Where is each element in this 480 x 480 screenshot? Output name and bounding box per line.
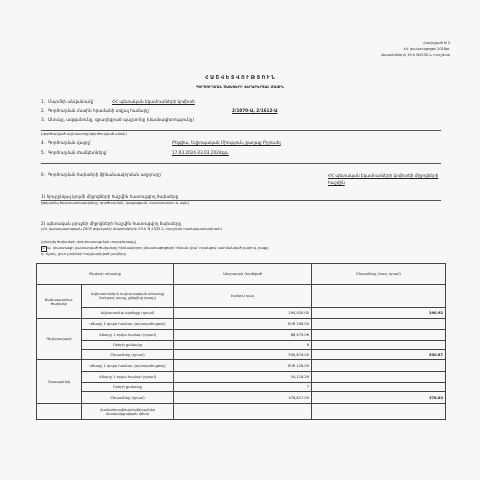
row-label: Համաժողովներ/սեմինարներ մասնակցության վճար	[82, 404, 174, 420]
row-label: Վճարը 1 օրվա համար (դրամ)	[82, 330, 174, 341]
row-label: Օրերի քանակը	[82, 341, 174, 350]
section-per-diem-name: Օրապահիկ	[37, 360, 82, 404]
row-col3: 290.92	[312, 308, 446, 319]
note-2-caption: (ՀՀ կառավարության 2005 թվականի դեկտեմբերի 29-ի N 2335-Ն որոշման համապատասխան)	[41, 227, 222, 231]
field-2-value: 2/1070-Ա, 2/1612-Ա	[232, 108, 278, 113]
field-5-label: Գործուղման ժամկետները՝	[48, 150, 108, 155]
row-col3: 530.87	[312, 350, 446, 360]
option-a-checkbox[interactable]: ☑	[42, 246, 46, 250]
table-row	[37, 360, 446, 372]
table-row	[37, 341, 446, 350]
table-row	[37, 404, 446, 420]
option-a-text: ա. փաստացի կատարված ծախսերը հիմնավորող փաստաթղթերի հիման վրա՝ որանցով սահմանված չափով, բացը	[47, 246, 269, 250]
row-col2: 88,479.06	[174, 330, 312, 341]
field-1-label: Մարմնի անվանումը՝	[48, 99, 95, 104]
field-1-num: 1.	[41, 99, 45, 104]
row-col3	[312, 372, 446, 383]
row-col3: 378.83	[312, 392, 446, 404]
table-header-row	[37, 264, 446, 285]
option-a-text-2: դ. մշակ, ըստ չափերի հաշվարկված չափերը	[41, 252, 126, 256]
row-col2: 7	[174, 383, 312, 392]
row-col2: 378,827.00	[174, 392, 312, 404]
row-col2: 530,874.00	[174, 350, 312, 360]
field-6-value: ՀՀ պետական եկամուտների կոմիտեի միջոցների հաշվին	[328, 173, 439, 185]
annex-number: Հավելված N 3	[423, 41, 450, 45]
row-label: Ավիատոմսի արժեքը (դրամ)	[82, 308, 174, 319]
row-col3	[312, 319, 446, 330]
field-1-value: ՀՀ պետական եկամուտների կոմիտե	[112, 99, 195, 104]
document-title: Հ Ա Շ Վ Ե Տ Վ Ո Ւ Թ Յ Ո Ւ Ն	[205, 76, 275, 81]
row-col2: EUR 206.00	[174, 319, 312, 330]
note-2-text: 2) պետական բյուջեի միջոցների հաշվին հատուցվող ծախսերը	[41, 221, 182, 226]
field-6-num: 6.	[41, 172, 45, 177]
field-3-label: Անունը, ազգանունը, զբաղեցրած պաշտոնը (մասնագիտությունը)	[48, 117, 194, 122]
field-3-num: 3.	[41, 117, 45, 122]
table-row	[37, 392, 446, 404]
table-row	[37, 350, 446, 360]
note-1-text: 1) հյուրընկալ կողմի միջոցների հաշվին հատուցվող ծախսերը	[41, 194, 179, 199]
row-col2: Էկոնոմ դաս	[174, 285, 312, 308]
field-3-underline	[41, 130, 441, 131]
row-label: Վճարը 1 օրվա համար (արտարժույթով)	[82, 360, 174, 372]
field-2-num: 2.	[41, 108, 45, 113]
separator-line	[41, 163, 441, 164]
table-row	[37, 372, 446, 383]
document-subtitle: ԳՈՐԾՈՒՂՄԱՆ ԾԱԽՍԵՐԻ ՎԵՐԱԲԵՐՅԱԼ ՄԱՍԻՆ	[196, 85, 284, 89]
row-col2: 290,920.00	[174, 308, 312, 319]
field-5-value: 17.03.2024-23.03.2024թթ.	[172, 150, 229, 155]
row-col3	[312, 383, 446, 392]
annex-ref-line-1: ՀՀ փաստաթղթի 2018թ.	[403, 47, 450, 51]
row-label: Ընդամենը (դրամ)	[82, 350, 174, 360]
row-col3	[312, 341, 446, 350]
table-row	[37, 319, 446, 330]
field-4-label: Գործուղման վայրը՝	[48, 140, 92, 145]
section-conference-name	[37, 404, 82, 420]
row-col2: 6	[174, 341, 312, 350]
field-4-value: Բելգիա, Եվրոպական Միություն, քաղաք Բրյուսել	[172, 140, 281, 145]
row-label: Օրերի քանակը	[82, 383, 174, 392]
row-col3	[312, 360, 446, 372]
field-5-num: 5.	[41, 150, 45, 155]
field-6-label: Գործուղման ծախսերի ֆինանսավորման աղբյուրը՝	[48, 172, 162, 177]
row-label: Ընդամենը (դրամ)	[82, 392, 174, 404]
row-col2: EUR 126.00	[174, 360, 312, 372]
row-col2	[174, 404, 312, 420]
note-1-caption: (թվարկել ծախսատեսակները, գործուղման, կացության, տրանսպորտ և այլն)	[41, 201, 189, 205]
row-label: Ավիատոմսերի ուղևորության տեսակը (Երկրով դասը, քնելինը դասը)	[82, 285, 174, 308]
field-2-label: Գործուղման մասին հրամանի տվյալ համարը՝	[48, 108, 150, 113]
section-lodging-name: Գիշերավարձ	[37, 319, 82, 360]
header-description: Անդրադրի Գործված	[174, 264, 312, 285]
row-col3	[312, 404, 446, 420]
row-col3	[312, 330, 446, 341]
note-2-choose: (ընտրել ծախսերի փոխհատուցման տարբերակը)	[41, 240, 137, 244]
expense-table	[36, 263, 446, 420]
table-row	[37, 330, 446, 341]
header-total: Ընդամենը (հազ. դրամ)	[312, 264, 446, 285]
table-row	[37, 285, 446, 308]
section-travel-name: Ճանապարհա- ծախսեր	[37, 285, 82, 319]
field-4-num: 4.	[41, 140, 45, 145]
table-row	[37, 383, 446, 392]
field-3-caption: (գործուղված աշխատողի/գործուղված անձի)	[41, 132, 127, 136]
row-label: Վճարը 1 օրվա համար (արտարժույթով)	[82, 319, 174, 330]
annex-ref-line-2: սեպտեմբերի 19-ի N0230-Ն որոշման	[380, 53, 450, 57]
row-col3	[312, 285, 446, 308]
row-col2: 54,118.26	[174, 372, 312, 383]
row-label: Վճարը 1 օրվա համար (դրամ)	[82, 372, 174, 383]
header-expense-type: Ծախսի տեսակը	[37, 264, 174, 285]
table-row	[37, 308, 446, 319]
